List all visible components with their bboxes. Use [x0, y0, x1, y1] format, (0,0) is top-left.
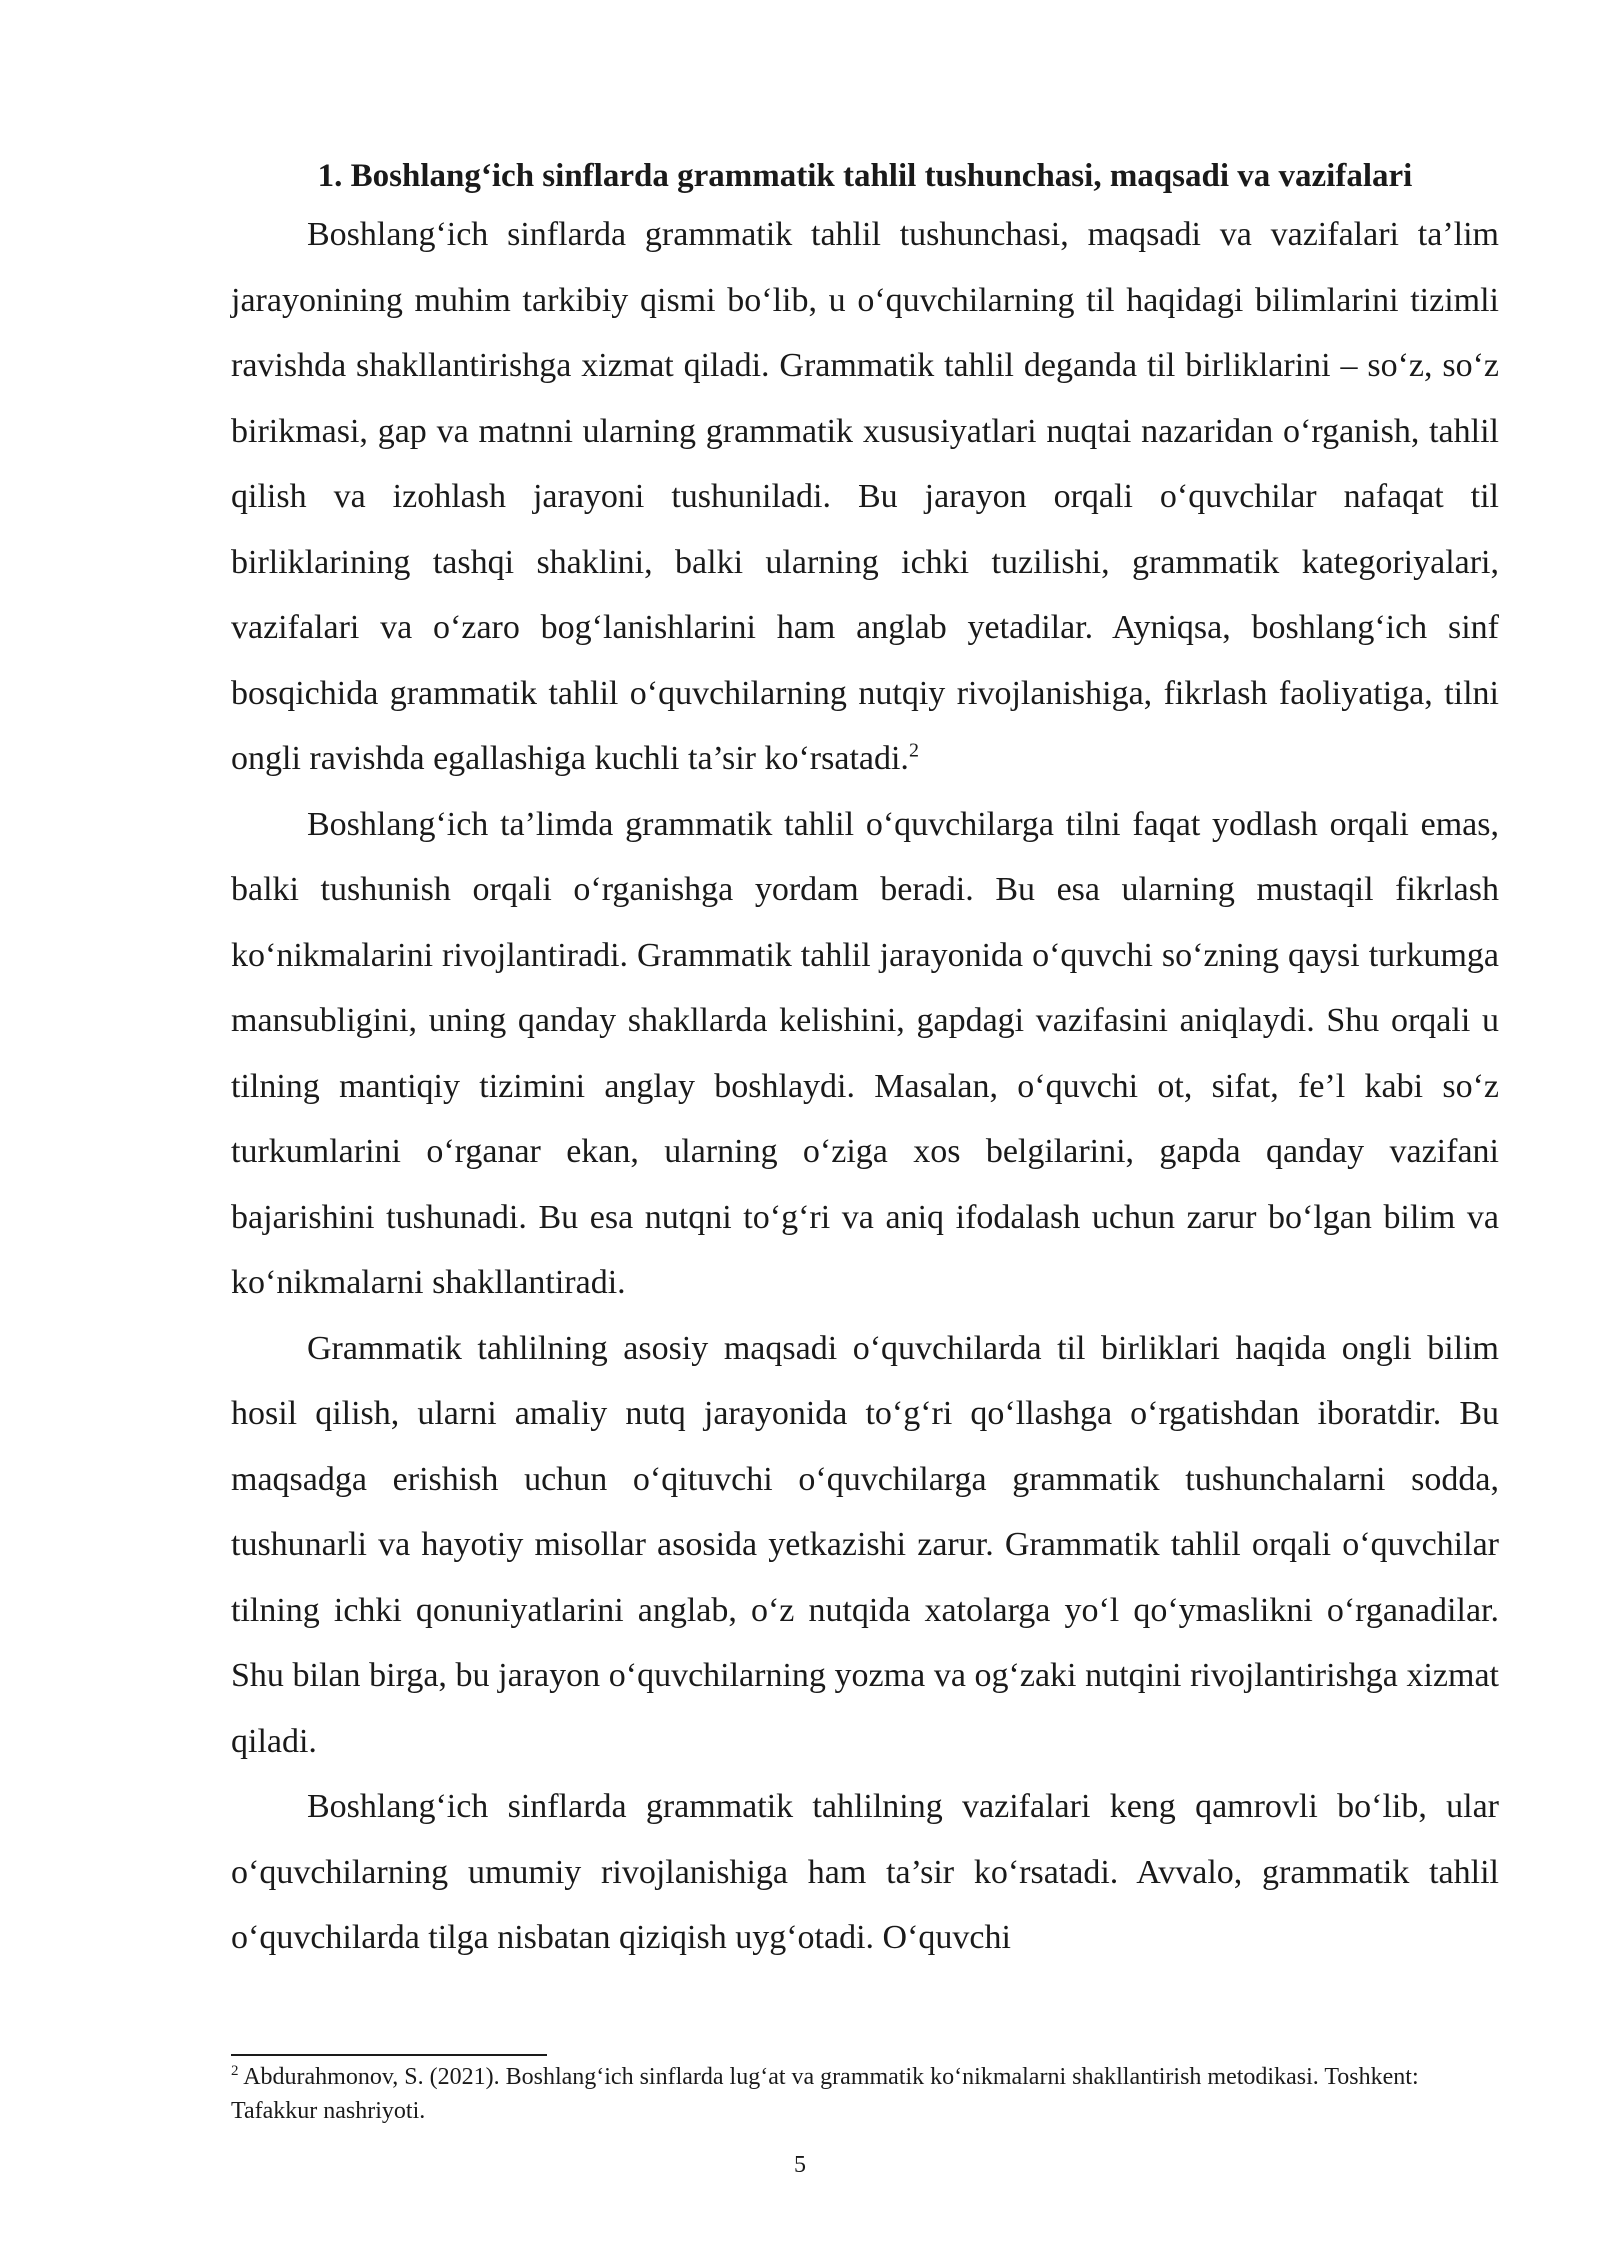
- paragraph-2: Boshlang‘ich ta’limda grammatik tahlil o‘quvchilarga tilni faqat yodlash orqali emas, balki tushunish orqali o‘rganishga yordam beradi. Bu esa ularning mustaqil fikrlash ko‘nikmalarini rivojlantiradi. Grammatik tahlil jarayonida o‘quvchi so‘zning qaysi turkumga mansubligini, uning qanday shakllarda kelishini, gapdagi vazifasini aniqlaydi. Shu orqali u tilning mantiqiy tizimini anglay boshlaydi. Masalan, o‘quvchi ot, sifat, fe’l kabi so‘z turkumlarini o‘rganar ekan, ularning o‘ziga xos belgilarini, gapda qanday vazifani bajarishini tushunadi. Bu esa nutqni to‘g‘ri va aniq ifodalash uchun zarur bo‘lgan bilim va ko‘nikmalarni shakllantiradi.: [231, 805, 1499, 1301]
- section-heading: 1. Boshlang‘ich sinflarda grammatik tahlil tushunchasi, maqsadi va vazifalari: [317, 158, 1413, 194]
- paragraph-1-text: Boshlang‘ich sinflarda grammatik tahlil tushunchasi, maqsadi va vazifalari ta’lim jarayonining muhim tarkibiy qismi bo‘lib, u o‘quvchilarning til haqidagi bilimlarini tizimli ravishda shakllantirishga xizmat qiladi. Grammatik tahlil deganda til birliklarini – so‘z, so‘z birikmasi, gap va matnni ularning grammatik xususiyatlari nuqtai nazaridan o‘rganish, tahlil qilish va izohlash jarayoni tushuniladi. Bu jarayon orqali o‘quvchilar nafaqat til birliklarining tashqi shaklini, balki ularning ichki tuzilishi, grammatik kategoriyalari, vazifalari va o‘zaro bog‘lanishlarini ham anglab yetadilar. Ayniqsa, boshlang‘ich sinf bosqichida grammatik tahlil o‘quvchilarning nutqiy rivojlanishiga, fikrlash faoliyatiga, tilni ongli ravishda egallashiga kuchli ta’sir ko‘rsatadi.: [231, 216, 1499, 777]
- footnote: [231, 2060, 1499, 2128]
- paragraph-1: [231, 202, 1499, 792]
- footnote-reference[interactable]: 2: [908, 739, 919, 762]
- page-body: [231, 150, 1499, 1971]
- page-number: 5: [794, 2152, 806, 2178]
- footnote-text: Abdurahmonov, S. (2021). Boshlang‘ich sinflarda lug‘at va grammatik ko‘nikmalarni shakllantirish metodikasi. Toshkent: Tafakkur nashriyoti.: [231, 2064, 1419, 2124]
- footnote-number: 2: [231, 2063, 239, 2079]
- paragraph-4: Boshlang‘ich sinflarda grammatik tahlilning vazifalari keng qamrovli bo‘lib, ular o‘quvchilarning umumiy rivojlanishiga ham ta’sir ko‘rsatadi. Avvalo, grammatik tahlil o‘quvchilarda tilga nisbatan qiziqish uyg‘otadi. O‘quvchi: [231, 1788, 1499, 1956]
- footnote-separator: [231, 2054, 547, 2056]
- paragraph-3: Grammatik tahlilning asosiy maqsadi o‘quvchilarda til birliklari haqida ongli bilim hosil qilish, ularni amaliy nutq jarayonida to‘g‘ri qo‘llashga o‘rgatishdan iboratdir. Bu maqsadga erishish uchun o‘qituvchi o‘quvchilarga grammatik tushunchalarni sodda, tushunarli va hayotiy misollar asosida yetkazishi zarur. Grammatik tahlil orqali o‘quvchilar tilning ichki qonuniyatlarini anglab, o‘z nutqida xatolarga yo‘l qo‘ymaslikni o‘rganadilar. Shu bilan birga, bu jarayon o‘quvchilarning yozma va og‘zaki nutqini rivojlantirishga xizmat qiladi.: [231, 1329, 1499, 1760]
